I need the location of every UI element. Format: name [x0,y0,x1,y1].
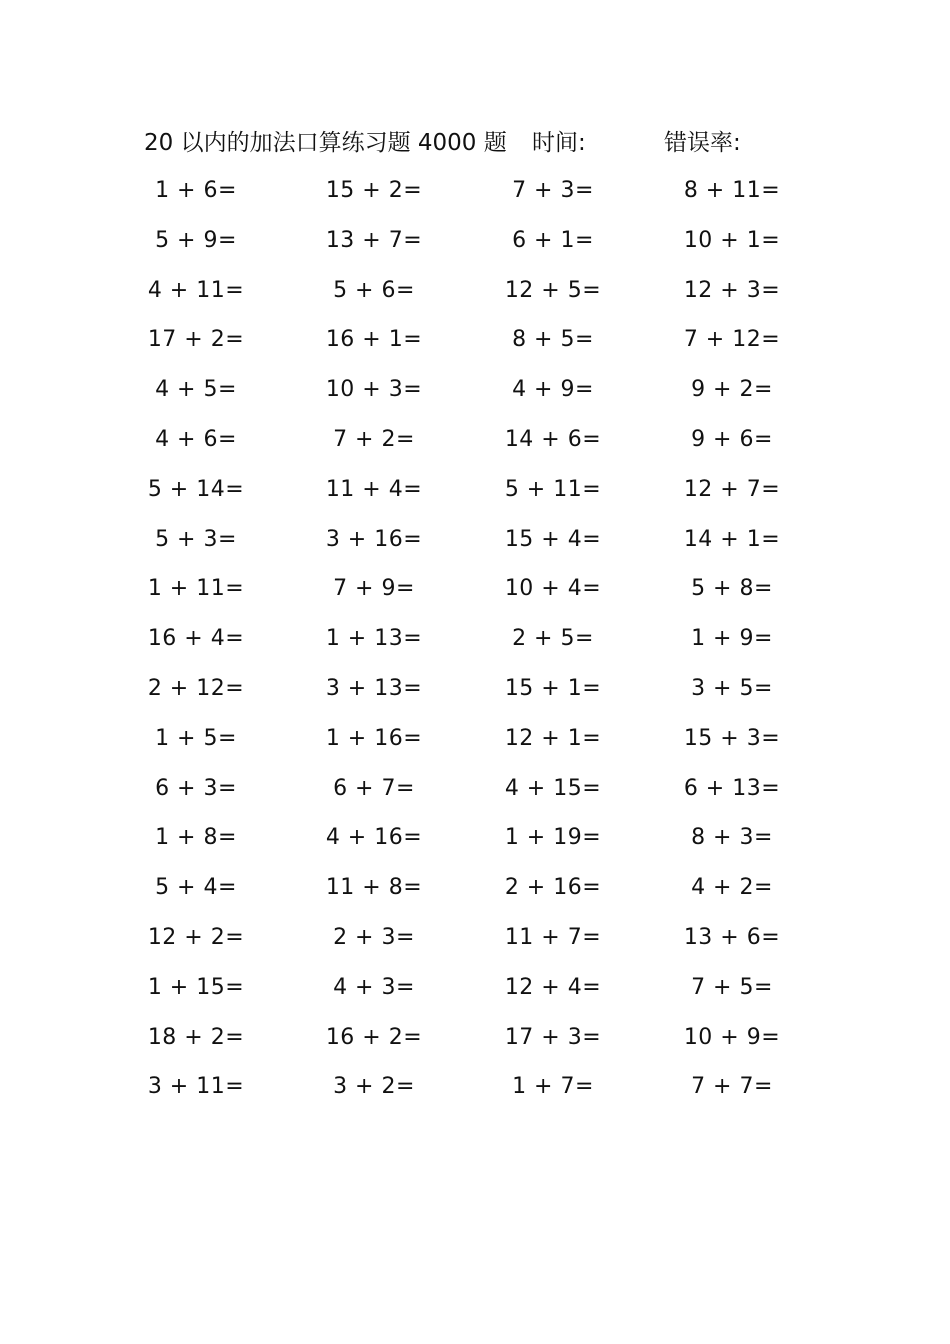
problem-item: 12 + 2= [147,924,245,950]
problem-item: 15 + 4= [504,526,602,552]
problem-item: 2 + 5= [512,626,594,652]
problem-item: 2 + 16= [504,875,602,901]
problem-item: 18 + 2= [147,1024,245,1050]
problem-item: 15 + 2= [325,178,423,203]
problem-item: 1 + 16= [325,725,423,751]
problem-item: 7 + 5= [691,974,773,1000]
problem-item: 10 + 1= [683,227,781,253]
problem-item: 5 + 3= [155,526,237,552]
problem-item: 10 + 4= [504,576,602,602]
problem-item: 1 + 13= [325,626,423,652]
problem-item: 4 + 15= [504,775,602,801]
problem-row [0,819,950,869]
problem-item: 12 + 5= [504,277,602,303]
problem-item: 1 + 11= [147,576,245,602]
problem-item: 1 + 5= [155,725,237,751]
problem-item: 8 + 3= [691,825,773,851]
problem-item: 14 + 6= [504,426,602,452]
problem-item: 4 + 11= [147,277,245,303]
worksheet-title: 20 以内的加法口算练习题 4000 题 [144,130,507,156]
problem-item: 5 + 11= [504,476,602,502]
problem-item: 8 + 5= [512,327,594,353]
problem-item: 9 + 2= [691,377,773,403]
problem-item: 2 + 12= [147,675,245,701]
problem-row [0,272,950,322]
problem-item: 17 + 3= [504,1024,602,1050]
problem-item: 5 + 14= [147,476,245,502]
problem-row [0,620,950,670]
problem-row [0,919,950,969]
problem-item: 4 + 3= [333,974,415,1000]
problem-row [0,172,950,222]
problem-item: 12 + 1= [504,725,602,751]
problem-item: 4 + 5= [155,377,237,403]
problem-item: 3 + 2= [333,1074,415,1100]
problem-row [0,421,950,471]
time-label: 时间: [532,130,586,156]
problem-grid [0,172,950,1118]
problem-item: 1 + 7= [512,1074,594,1100]
problem-item: 1 + 8= [155,825,237,851]
problem-item: 1 + 15= [147,974,245,1000]
problem-row [0,670,950,720]
problem-item: 7 + 12= [683,327,781,353]
problem-item: 12 + 4= [504,974,602,1000]
problem-item: 15 + 3= [683,725,781,751]
problem-item: 14 + 1= [683,526,781,552]
problem-item: 3 + 5= [691,675,773,701]
problem-row [0,321,950,371]
problem-row [0,720,950,770]
problem-row [0,1068,950,1118]
problem-item: 4 + 6= [155,426,237,452]
problem-item: 1 + 9= [691,626,773,652]
problem-item: 4 + 9= [512,377,594,403]
problem-row [0,1019,950,1069]
problem-item: 7 + 9= [333,576,415,602]
problem-row [0,570,950,620]
problem-item: 6 + 7= [333,775,415,801]
problem-item: 6 + 13= [683,775,781,801]
problem-item: 5 + 9= [155,227,237,253]
problem-item: 4 + 16= [325,825,423,851]
problem-row [0,371,950,421]
problem-item: 1 + 19= [504,825,602,851]
problem-item: 12 + 3= [683,277,781,303]
problem-item: 13 + 7= [325,227,423,253]
problem-item: 2 + 3= [333,924,415,950]
problem-item: 16 + 1= [325,327,423,353]
problem-row [0,222,950,272]
problem-item: 9 + 6= [691,426,773,452]
problem-item: 7 + 7= [691,1074,773,1100]
problem-item: 5 + 6= [333,277,415,303]
problem-item: 3 + 13= [325,675,423,701]
problem-item: 7 + 2= [333,426,415,452]
problem-row [0,969,950,1019]
problem-item: 16 + 2= [325,1024,423,1050]
problem-item: 7 + 3= [512,178,594,203]
problem-item: 3 + 16= [325,526,423,552]
problem-item: 10 + 3= [325,377,423,403]
problem-row [0,521,950,571]
problem-item: 16 + 4= [147,626,245,652]
error-rate-label: 错误率: [664,130,741,156]
problem-item: 1 + 6= [155,178,237,203]
problem-item: 3 + 11= [147,1074,245,1100]
problem-row [0,869,950,919]
problem-item: 11 + 7= [504,924,602,950]
problem-item: 8 + 11= [683,178,781,203]
problem-item: 5 + 8= [691,576,773,602]
problem-item: 6 + 1= [512,227,594,253]
problem-item: 13 + 6= [683,924,781,950]
problem-item: 5 + 4= [155,875,237,901]
worksheet-header [0,126,950,160]
problem-item: 11 + 4= [325,476,423,502]
problem-row [0,770,950,820]
problem-item: 12 + 7= [683,476,781,502]
problem-row [0,471,950,521]
problem-item: 4 + 2= [691,875,773,901]
problem-item: 6 + 3= [155,775,237,801]
problem-item: 11 + 8= [325,875,423,901]
problem-item: 17 + 2= [147,327,245,353]
problem-item: 15 + 1= [504,675,602,701]
problem-item: 10 + 9= [683,1024,781,1050]
